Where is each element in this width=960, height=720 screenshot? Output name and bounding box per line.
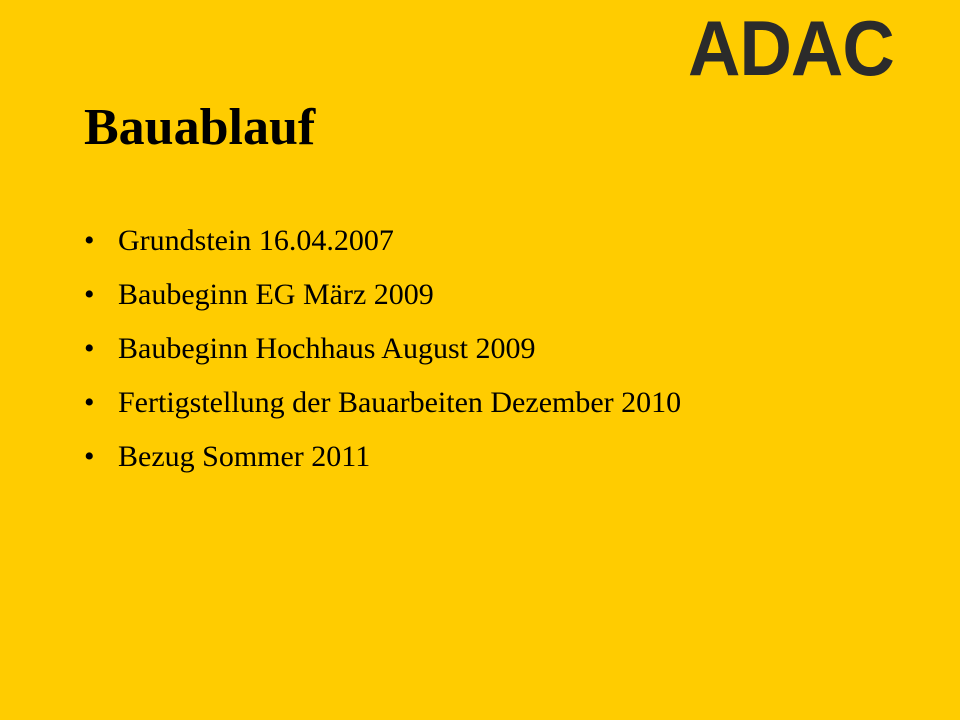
list-item bbox=[84, 376, 681, 430]
bullet-icon: • bbox=[84, 332, 95, 365]
bullet-list bbox=[84, 214, 681, 484]
adac-logo: ADAC bbox=[688, 4, 894, 92]
list-item bbox=[84, 268, 681, 322]
list-item-text: Baubeginn EG März 2009 bbox=[118, 278, 434, 311]
bullet-icon: • bbox=[84, 224, 95, 257]
list-item-text: Fertigstellung der Bauarbeiten Dezember 2010 bbox=[118, 386, 682, 419]
list-item-text: Baubeginn Hochhaus August 2009 bbox=[118, 332, 536, 365]
bullet-icon: • bbox=[84, 386, 95, 419]
bullet-icon: • bbox=[84, 440, 95, 473]
slide-title: Bauablauf bbox=[84, 99, 316, 156]
list-item bbox=[84, 322, 681, 376]
list-item bbox=[84, 214, 681, 268]
list-item bbox=[84, 430, 681, 484]
list-item-text: Bezug Sommer 2011 bbox=[118, 440, 371, 473]
list-item-text: Grundstein 16.04.2007 bbox=[118, 224, 394, 257]
bullet-icon: • bbox=[84, 278, 95, 311]
